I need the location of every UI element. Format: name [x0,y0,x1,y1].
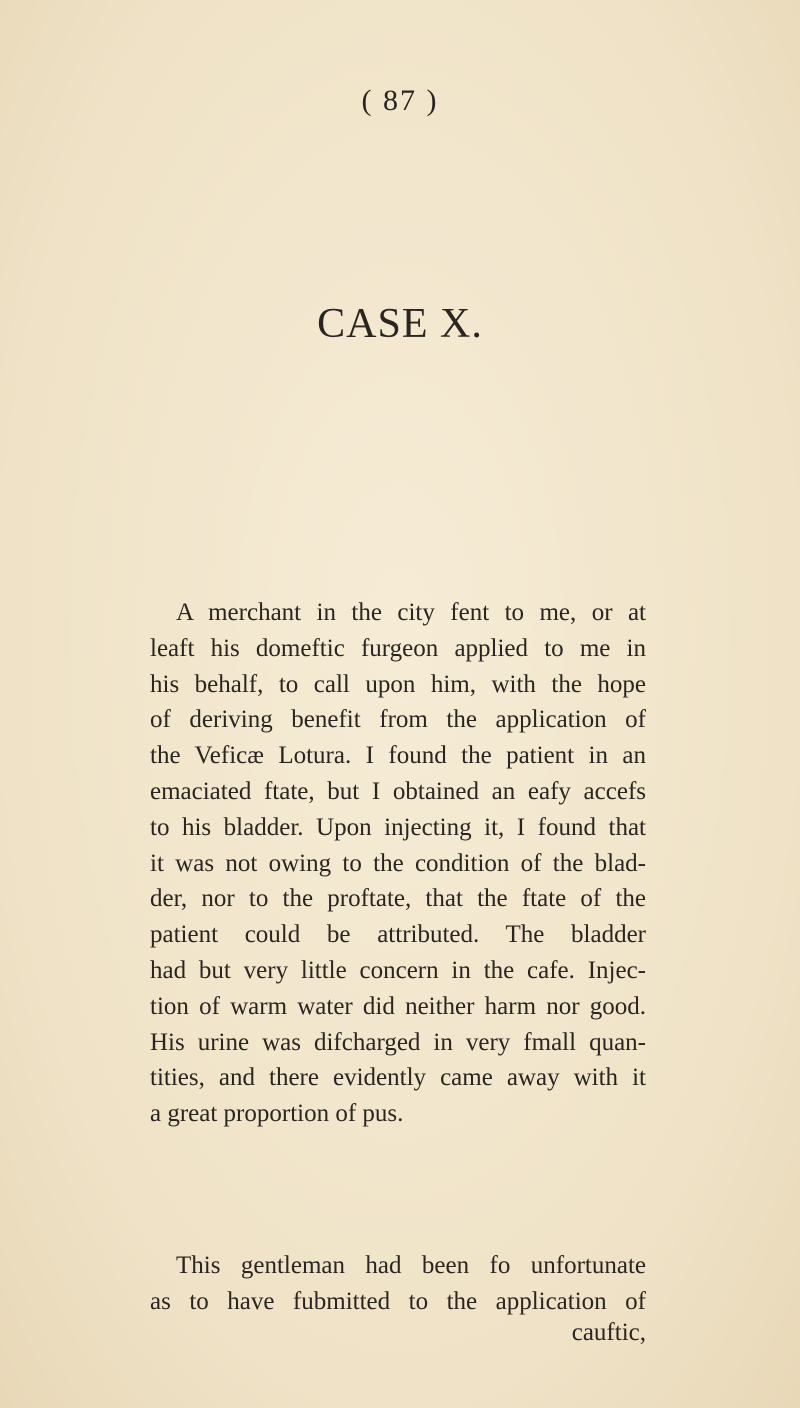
text-line: the Veficæ Lotura. I found the patient in an [150,742,646,770]
text-line: to his bladder. Upon injecting it, I found that [150,813,646,841]
text-line: leaft his domeftic furgeon applied to me in [150,634,646,662]
text-line: der, nor to the proftate, that the ftate of the [150,885,646,913]
text-line: This gentleman had been fo unfortunate [176,1252,646,1279]
page-number: ( 87 ) [361,84,439,117]
text-line: had but very little concern in the cafe. Injec- [150,956,646,984]
catchword: cauftic, [571,1319,646,1346]
text-line: a great proportion of pus. [150,1100,404,1128]
text-line: of deriving benefit from the application of [150,706,646,734]
text-line: as to have fubmitted to the application of [150,1287,646,1315]
text-line: tion of warm water did neither harm nor good. [150,992,646,1020]
paragraph-2 [150,1248,646,1320]
text-line: His urine was difcharged in very fmall quan- [150,1028,646,1056]
text-line: tities, and there evidently came away with it [150,1064,646,1092]
text-line: patient could be attributed. The bladder [150,921,646,949]
text-line: his behalf, to call upon him, with the hope [150,670,646,698]
text-line: emaciated ftate, but I obtained an eafy accefs [150,777,646,805]
paragraph-1 [150,595,646,1132]
text-line: it was not owing to the condition of the blad- [150,849,646,877]
text-line: A merchant in the city fent to me, or at [176,599,646,626]
case-heading: CASE X. [317,301,483,347]
